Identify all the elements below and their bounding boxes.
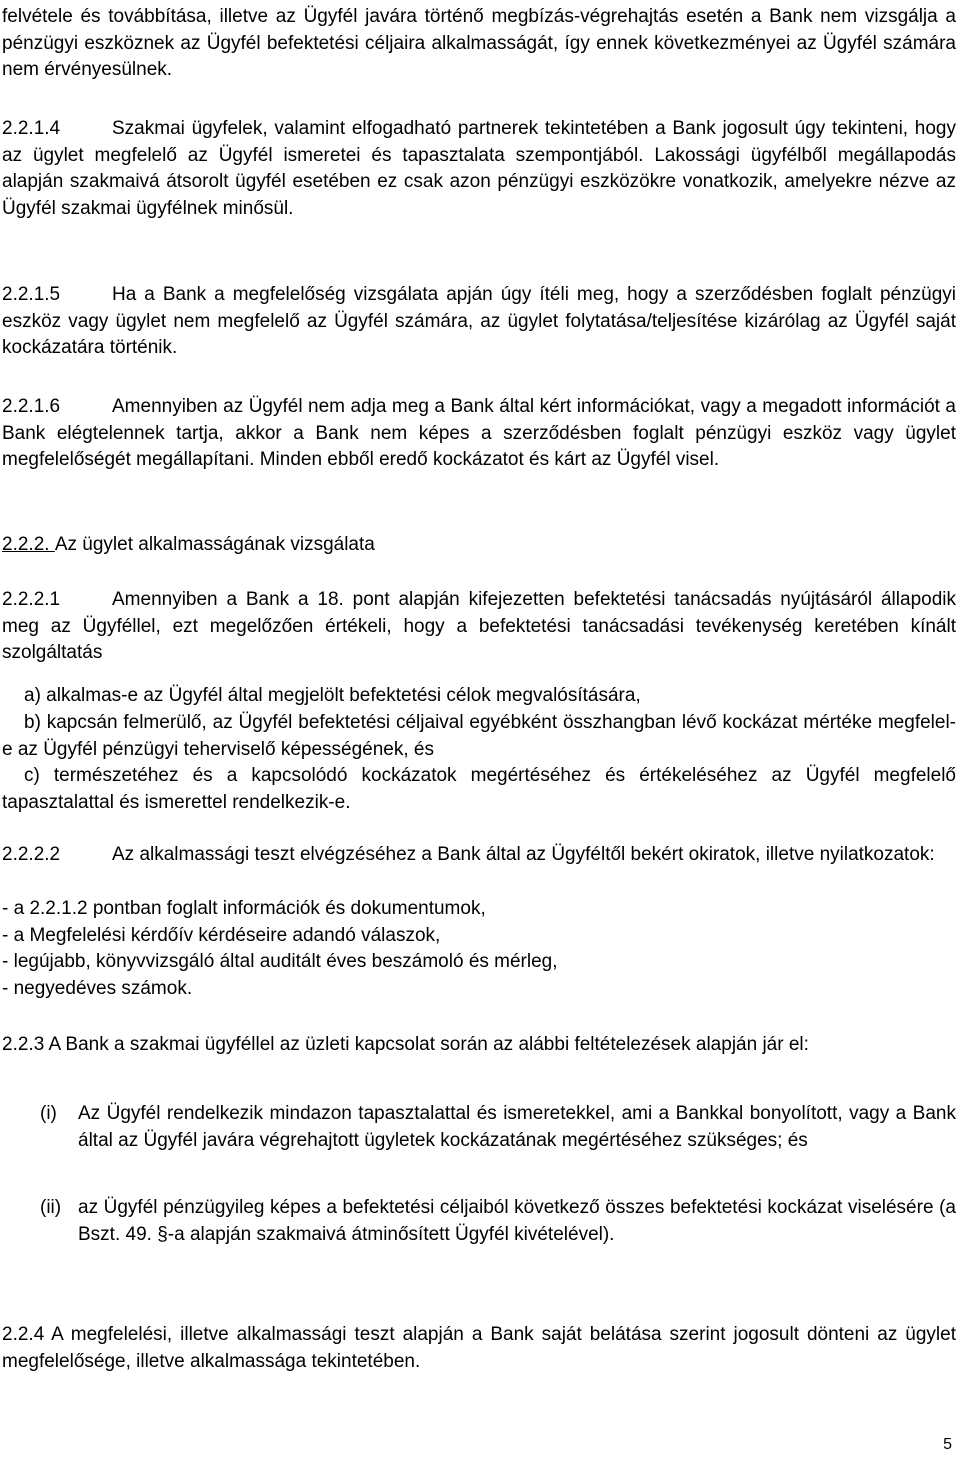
list-item: - a 2.2.1.2 pontban foglalt információk és dokumentumok, — [2, 898, 486, 919]
heading-number: 2.2.2. — [2, 534, 50, 555]
roman-item-i — [40, 1101, 956, 1154]
paragraph-2-2-1-4 — [2, 116, 956, 222]
paragraph-continuation: felvétele és továbbítása, illetve az Ügyfél javára történő megbízás-végrehajtás esetén a Bank nem vizsgálja a pénzügyi eszköznek az Ügyfél befektetési céljaira alkalmasságát, így ennek következményei az Ügyfél számára nem érvényesülnek. — [2, 6, 956, 80]
paragraph-text: Amennyiben az Ügyfél nem adja meg a Bank által kért információkat, vagy a megadott információt a Bank elégtelennek tartja, akkor a Bank nem képes a szerződésben foglalt pénzügyi eszköz vagy ügylet megfelelőségét megállapítani. Minden ebből eredő kockázatot és kárt az Ügyfél visel. — [2, 396, 956, 470]
paragraph-number: 2.2.1.4 — [2, 118, 61, 139]
paragraph-2-2-3: 2.2.3 A Bank a szakmai ügyféllel az üzleti kapcsolat során az alábbi feltételezések alapján jár el: — [2, 1034, 809, 1055]
item-text: Az Ügyfél rendelkezik mindazon tapasztalattal és ismeretekkel, ami a Bankkal bonyolított, vagy a Bank által az Ügyfél javára végrehajtott ügyletek kockázatának megértéséhez szükséges; és — [78, 1103, 956, 1151]
item-label: (i) — [40, 1103, 57, 1124]
paragraph-2-2-4: 2.2.4 A megfelelési, illetve alkalmassági teszt alapján a Bank saját belátása szerint jogosult dönteni az ügylet megfelelősége, illetve alkalmassága tekintetében. — [2, 1324, 956, 1372]
heading-title: Az ügylet alkalmasságának vizsgálata — [54, 534, 375, 555]
section-heading-2-2-2 — [2, 532, 956, 559]
paragraph-2-2-1-6 — [2, 394, 956, 474]
paragraph-text: Az alkalmassági teszt elvégzéséhez a Bank által az Ügyféltől bekért okiratok, illetve nyilatkozatok: — [112, 844, 935, 865]
paragraph-2-2-2-2 — [2, 842, 956, 869]
item-text: az Ügyfél pénzügyileg képes a befektetési céljaiból következő összes befektetési kockázat viselésére (a Bszt. 49. §-a alapján szakmaivá átminősített Ügyfél kivételével). — [78, 1197, 956, 1245]
paragraph-text: Szakmai ügyfelek, valamint elfogadható partnerek tekintetében a Bank jogosult úgy tekinteni, hogy az ügylet megfelelő az Ügyfél ismeretei és tapasztalata szempontjából. Lakossági ügyfélből megállapodás alapján szakmaivá átsorolt ügyfél esetében ez csak azon pénzügyi eszközökre vonatkozik, amelyekre nézve az Ügyfél szakmai ügyfélnek minősül. — [2, 118, 956, 219]
paragraph-number: 2.2.1.5 — [2, 284, 61, 305]
dash-list — [2, 896, 956, 1002]
paragraph-text: Ha a Bank a megfelelőség vizsgálata apján úgy ítéli meg, hogy a szerződésben foglalt pénzügyi eszköz vagy ügylet nem megfelelő az Ügyfél számára, az ügylet folytatása/teljesítése kizárólag az Ügyfél saját kockázatára történik. — [2, 284, 956, 358]
roman-item-ii — [40, 1195, 956, 1248]
list-item: - negyedéves számok. — [2, 977, 193, 999]
paragraph-number: 2.2.1.6 — [2, 396, 61, 417]
list-item-a: a) alkalmas-e az Ügyfél által megjelölt befektetési célok megvalósítására, — [24, 685, 641, 706]
page-number: 5 — [943, 1436, 952, 1453]
item-label: (ii) — [40, 1197, 62, 1218]
paragraph-number: 2.2.2.2 — [2, 844, 61, 865]
list-item: - legújabb, könyvvizsgáló által auditált éves beszámoló és mérleg, — [2, 951, 558, 972]
list-item: - a Megfelelési kérdőív kérdéseire adandó válaszok, — [2, 924, 441, 946]
list-item-c: c) természetéhez és a kapcsolódó kockázatok megértéséhez és értékeléséhez az Ügyfél megfelelő tapasztalattal és ismerettel rendelkezik-e. — [2, 765, 956, 813]
list-item-b: b) kapcsán felmerülő, az Ügyfél befektetési céljaival egyébként összhangban lévő kockázat mértéke megfelel-e az Ügyfél pénzügyi teherviselő képességének, és — [2, 712, 956, 760]
paragraph-2-2-2-1 — [2, 587, 956, 667]
paragraph-text: Amennyiben a Bank a 18. pont alapján kifejezetten befektetési tanácsadás nyújtásáról állapodik meg az Ügyféllel, ezt megelőzően értékeli, hogy a befektetési tanácsadási tevékenység keretében kínált szolgáltatás — [2, 589, 956, 663]
paragraph-number: 2.2.2.1 — [2, 589, 61, 610]
paragraph-2-2-1-5 — [2, 282, 956, 362]
